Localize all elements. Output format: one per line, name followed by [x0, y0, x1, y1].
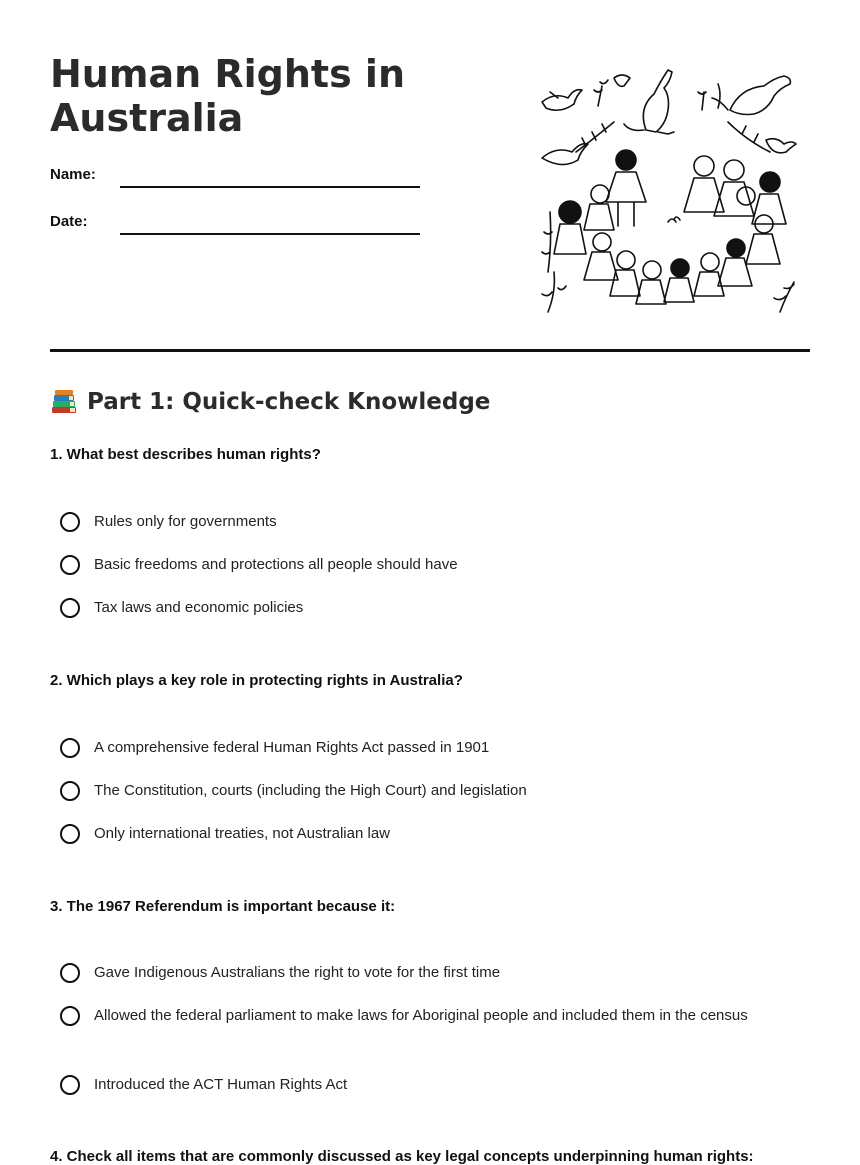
- page-title: Human Rights in Australia: [50, 52, 406, 140]
- section-divider: [50, 349, 810, 352]
- date-field[interactable]: [120, 233, 420, 235]
- option-label: Basic freedoms and protections all people should have: [94, 556, 458, 573]
- option-label: Only international treaties, not Australian law: [94, 825, 390, 842]
- option-label: Rules only for governments: [94, 513, 277, 530]
- q2-option-2[interactable]: [60, 777, 780, 804]
- question-3: 3. The 1967 Referendum is important because it:: [50, 898, 396, 915]
- q2-option-1[interactable]: [60, 734, 780, 761]
- radio-button[interactable]: [60, 824, 80, 844]
- question-2: 2. Which plays a key role in protecting rights in Australia?: [50, 672, 463, 689]
- option-label: Allowed the federal parliament to make laws for Aboriginal people and included them in the census: [94, 1007, 748, 1024]
- part1-heading: [50, 388, 490, 416]
- q3-option-2[interactable]: [60, 1002, 780, 1029]
- radio-button[interactable]: [60, 555, 80, 575]
- q1-option-1[interactable]: [60, 508, 780, 535]
- radio-button[interactable]: [60, 1006, 80, 1026]
- option-label: The Constitution, courts (including the High Court) and legislation: [94, 782, 527, 799]
- option-label: Gave Indigenous Australians the right to vote for the first time: [94, 964, 501, 981]
- q2-option-3[interactable]: [60, 820, 780, 847]
- question-1: 1. What best describes human rights?: [50, 446, 321, 463]
- radio-button[interactable]: [60, 738, 80, 758]
- radio-button[interactable]: [60, 598, 80, 618]
- q1-option-2[interactable]: [60, 551, 780, 578]
- q1-option-3[interactable]: [60, 594, 780, 621]
- option-label: Tax laws and economic policies: [94, 599, 304, 616]
- q3-option-3[interactable]: [60, 1071, 780, 1098]
- option-label: Introduced the ACT Human Rights Act: [94, 1076, 348, 1093]
- radio-button[interactable]: [60, 1075, 80, 1095]
- books-icon: [50, 388, 78, 416]
- question-4: 4. Check all items that are commonly discussed as key legal concepts underpinning human rights:: [50, 1148, 754, 1165]
- name-field[interactable]: [120, 186, 420, 188]
- radio-button[interactable]: [60, 781, 80, 801]
- q3-option-1[interactable]: [60, 959, 780, 986]
- option-label: A comprehensive federal Human Rights Act passed in 1901: [94, 739, 490, 756]
- radio-button[interactable]: [60, 512, 80, 532]
- radio-button[interactable]: [60, 963, 80, 983]
- children-illustration: [528, 62, 800, 322]
- name-label: Name:: [50, 166, 96, 183]
- date-label: Date:: [50, 213, 88, 230]
- part1-heading-text: Part 1: Quick-check Knowledge: [87, 389, 491, 415]
